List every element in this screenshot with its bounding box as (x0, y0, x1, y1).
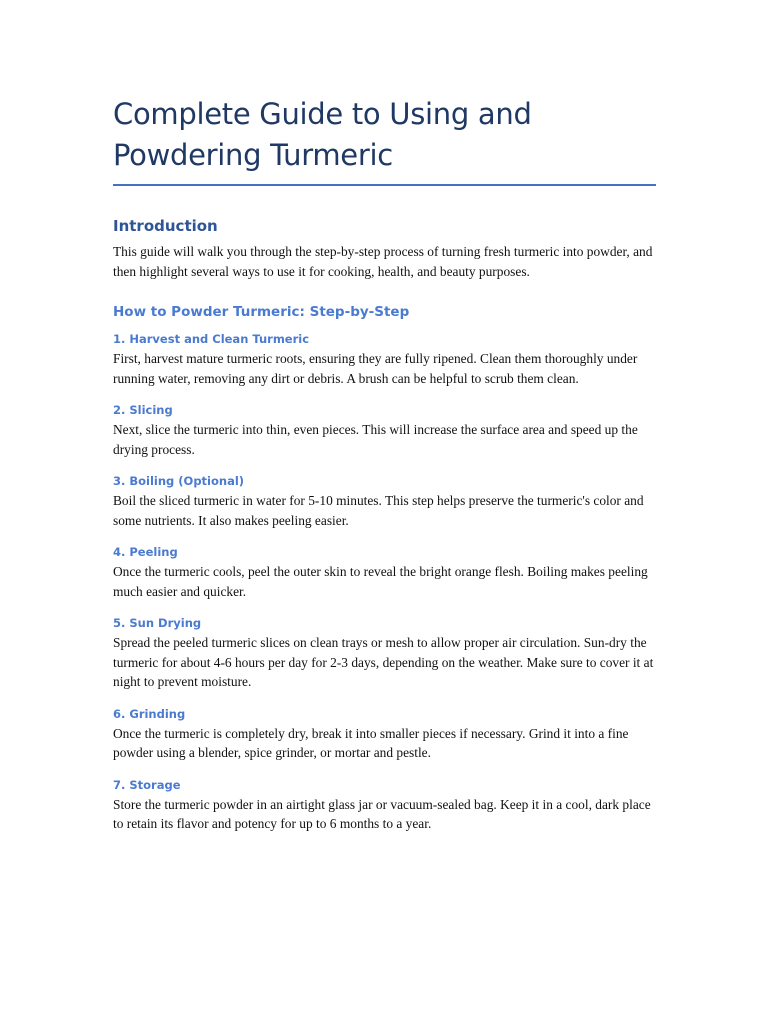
step-paragraph: Once the turmeric is completely dry, break it into smaller pieces if necessary. Grind it into a fine powder using a blender, spice grinder, or mortar and pestle. (113, 725, 629, 760)
document-title: Complete Guide to Using and Powdering Turmeric (113, 94, 656, 186)
step-paragraph: Store the turmeric powder in an airtight glass jar or vacuum-sealed bag. Keep it in a cool, dark place to retain its flavor and potency for up to 6 months to a year. (113, 796, 651, 831)
step-paragraph: First, harvest mature turmeric roots, ensuring they are fully ripened. Clean them thoroughly under running water, removing any dirt or debris. A brush can be helpful to scrub them clean. (113, 351, 638, 386)
intro-paragraph: This guide will walk you through the step-by-step process of turning fresh turmeric into powder, and then highlight several ways to use it for cooking, health, and beauty purposes. (113, 244, 653, 279)
step-heading: 3. Boiling (Optional) (113, 474, 245, 488)
step-paragraph: Spread the peeled turmeric slices on clean trays or mesh to allow proper air circulation. Sun-dry the turmeric for about 4-6 hours per day for 2-3 days, depending on the weather. Make sure to cover it at night to prevent moisture. (113, 635, 654, 689)
document-page (113, 94, 656, 834)
howto-heading: How to Powder Turmeric: Step-by-Step (113, 304, 410, 320)
step-heading: 2. Slicing (113, 403, 173, 417)
step-paragraph: Next, slice the turmeric into thin, even pieces. This will increase the surface area and speed up the drying process. (113, 422, 638, 457)
intro-heading: Introduction (113, 217, 218, 235)
step-paragraph: Once the turmeric cools, peel the outer skin to reveal the bright orange flesh. Boiling makes peeling much easier and quicker. (113, 564, 648, 599)
step-paragraph: Boil the sliced turmeric in water for 5-10 minutes. This step helps preserve the turmeric's color and some nutrients. It also makes peeling easier. (113, 493, 644, 528)
step-heading: 7. Storage (113, 777, 181, 792)
step-heading: 4. Peeling (113, 545, 178, 559)
step-heading: 6. Grinding (113, 706, 186, 721)
step-heading: 5. Sun Drying (113, 616, 202, 630)
step-heading: 1. Harvest and Clean Turmeric (113, 332, 310, 346)
